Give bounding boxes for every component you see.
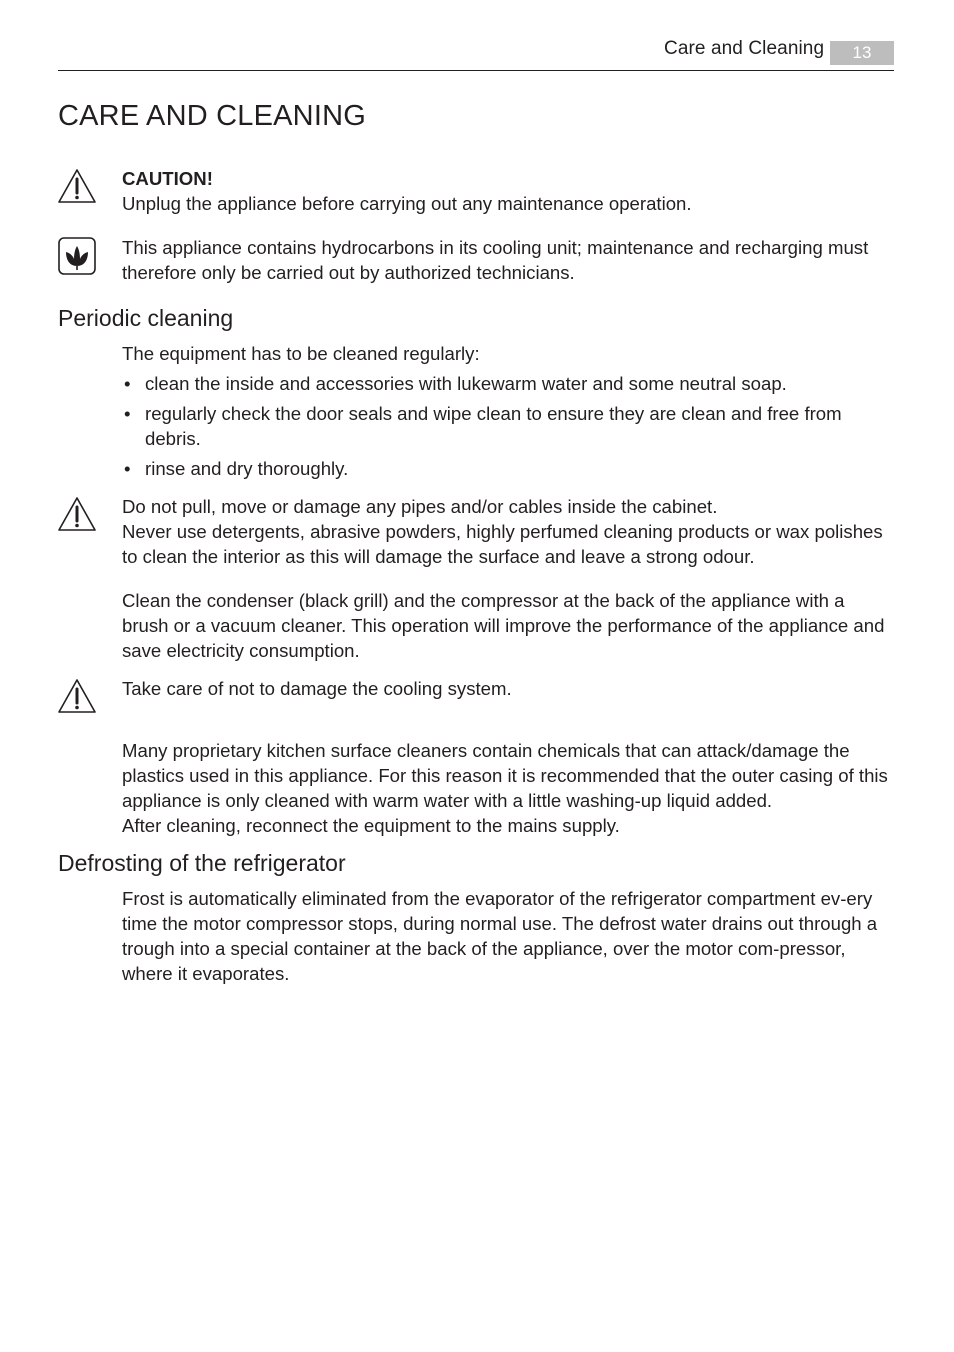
list-item: • rinse and dry thoroughly.: [124, 458, 349, 479]
periodic-intro: The equipment has to be cleaned regularly:: [122, 343, 480, 364]
defrosting-heading: Defrosting of the refrigerator: [58, 850, 346, 876]
warning-detergents-text: Never use detergents, abrasive powders, highly perfumed cleaning products or wax polishes to clean the interior as this will damage the surface and leave a strong odour.: [122, 521, 883, 567]
environment-flower-icon: [58, 237, 96, 275]
warning-triangle-icon: [57, 496, 97, 532]
caution-block: [122, 166, 894, 216]
header-section-title: Care and Cleaning: [664, 38, 825, 59]
header-rule: [58, 70, 894, 71]
warning-triangle-icon: [57, 168, 97, 204]
caution-text: Unplug the appliance before carrying out any maintenance operation.: [122, 193, 692, 214]
page-title: CARE AND CLEANING: [58, 100, 366, 132]
warning-pipes-text: Do not pull, move or damage any pipes and/or cables inside the cabinet.: [122, 496, 718, 517]
condenser-paragraph: Clean the condenser (black grill) and the compressor at the back of the appliance with a brush or a vacuum cleaner. This operation will improve the performance of the appliance and save electricity consumption.: [122, 590, 885, 661]
page-number: 13: [830, 41, 894, 65]
list-item: • regularly check the door seals and wipe clean to ensure they are clean and free from debris.: [124, 403, 842, 449]
caution-heading: CAUTION!: [122, 168, 213, 189]
warning-triangle-icon: [57, 678, 97, 714]
cleaners-paragraph: [122, 738, 894, 838]
defrosting-paragraph: Frost is automatically eliminated from the evaporator of the refrigerator compartment ev-ery time the motor compressor stops, during normal use. The defrost water drains out through a trough into a special container at the back of the appliance, over the motor com-pressor, where it evaporates.: [122, 888, 878, 984]
warning-block-pipes: [122, 494, 894, 569]
warning-cooling-system: Take care of not to damage the cooling system.: [122, 678, 512, 699]
list-item: • clean the inside and accessories with lukewarm water and some neutral soap.: [124, 373, 787, 394]
reconnect-text: After cleaning, reconnect the equipment to the mains supply.: [122, 815, 620, 836]
cleaners-text: Many proprietary kitchen surface cleaners contain chemicals that can attack/damage the plastics used in this appliance. For this reason it is recommended that the outer casing of this appliance is only cleaned with warm water with a little washing-up liquid added.: [122, 740, 888, 811]
periodic-cleaning-heading: Periodic cleaning: [58, 305, 234, 331]
environment-note: This appliance contains hydrocarbons in its cooling unit; maintenance and recharging must therefore only be carried out by authorized technicians.: [122, 237, 869, 283]
